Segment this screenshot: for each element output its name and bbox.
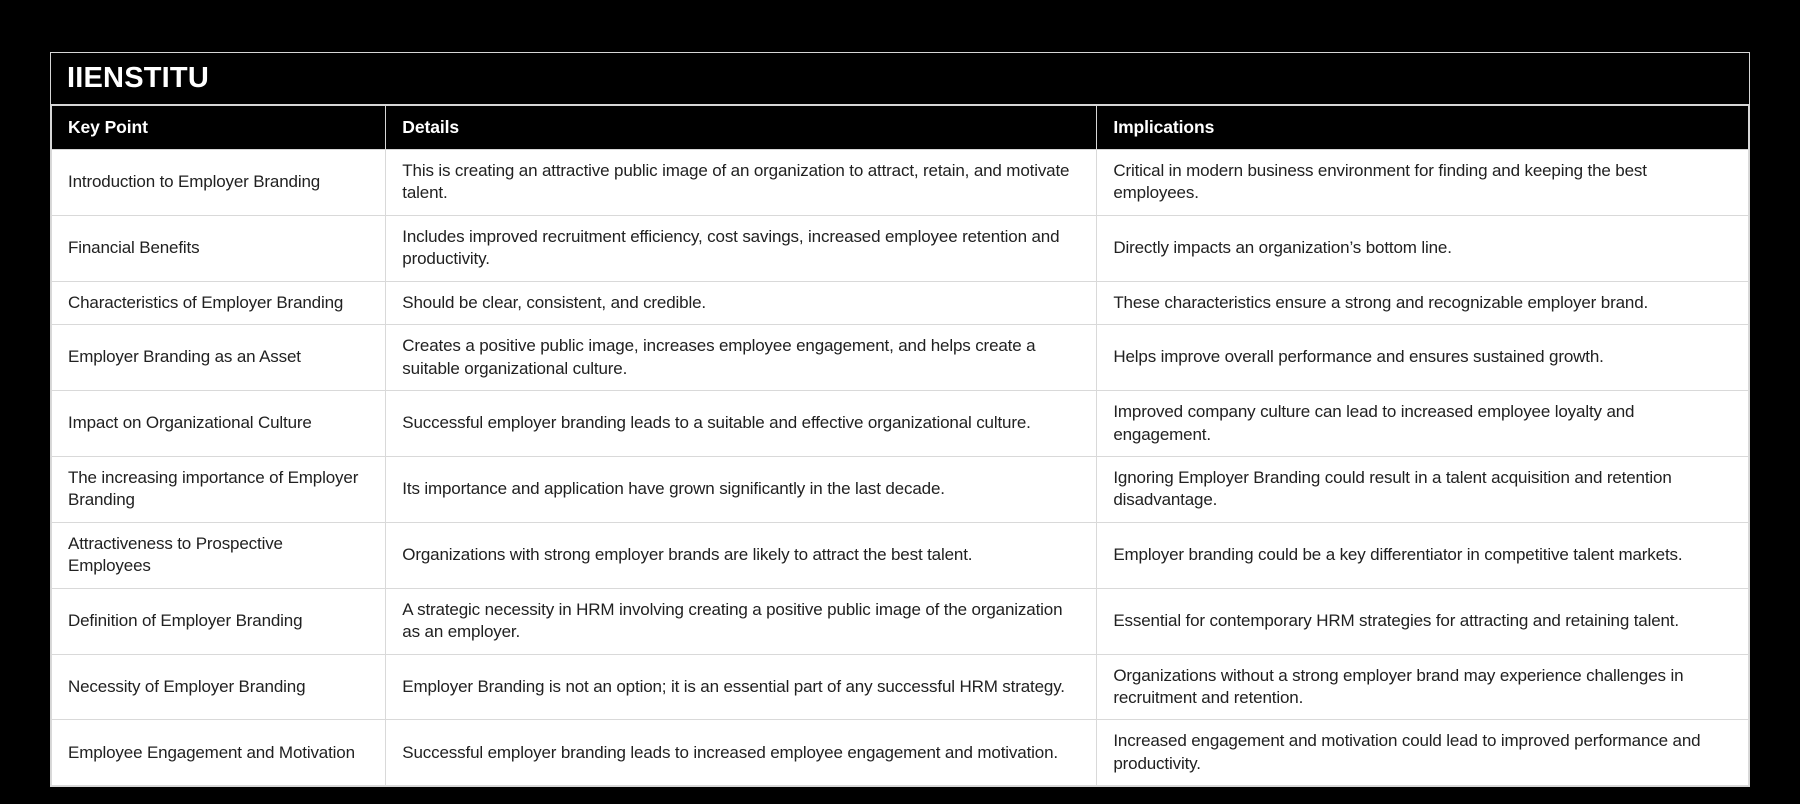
- table-row: [52, 720, 1749, 786]
- cell-implications: Critical in modern business environment for finding and keeping the best employees.: [1097, 150, 1749, 216]
- cell-implications: Improved company culture can lead to increased employee loyalty and engagement.: [1097, 391, 1749, 457]
- cell-details: This is creating an attractive public image of an organization to attract, retain, and motivate talent.: [386, 150, 1097, 216]
- cell-implications: Organizations without a strong employer brand may experience challenges in recruitment and retention.: [1097, 654, 1749, 720]
- cell-details: Organizations with strong employer brands are likely to attract the best talent.: [386, 522, 1097, 588]
- table-card: [50, 52, 1750, 787]
- column-header-details: Details: [386, 106, 1097, 150]
- cell-key-point: Employee Engagement and Motivation: [52, 720, 386, 786]
- table-row: [52, 391, 1749, 457]
- cell-implications: Increased engagement and motivation could lead to improved performance and productivity.: [1097, 720, 1749, 786]
- cell-key-point: The increasing importance of Employer Branding: [52, 456, 386, 522]
- cell-details: Successful employer branding leads to increased employee engagement and motivation.: [386, 720, 1097, 786]
- cell-key-point: Attractiveness to Prospective Employees: [52, 522, 386, 588]
- cell-implications: These characteristics ensure a strong and recognizable employer brand.: [1097, 281, 1749, 324]
- header-row: [52, 106, 1749, 150]
- title-bar: [51, 53, 1749, 105]
- table-row: [52, 281, 1749, 324]
- cell-details: Should be clear, consistent, and credible.: [386, 281, 1097, 324]
- cell-details: Successful employer branding leads to a suitable and effective organizational culture.: [386, 391, 1097, 457]
- cell-key-point: Financial Benefits: [52, 215, 386, 281]
- table-row: [52, 456, 1749, 522]
- table-row: [52, 654, 1749, 720]
- page-title: IIENSTITU: [67, 62, 209, 94]
- cell-details: Creates a positive public image, increases employee engagement, and helps create a suitable organizational culture.: [386, 325, 1097, 391]
- cell-implications: Helps improve overall performance and ensures sustained growth.: [1097, 325, 1749, 391]
- cell-key-point: Impact on Organizational Culture: [52, 391, 386, 457]
- table-row: [52, 522, 1749, 588]
- table-row: [52, 588, 1749, 654]
- cell-details: Includes improved recruitment efficiency, cost savings, increased employee retention and productivity.: [386, 215, 1097, 281]
- table-row: [52, 215, 1749, 281]
- cell-key-point: Employer Branding as an Asset: [52, 325, 386, 391]
- cell-implications: Employer branding could be a key differentiator in competitive talent markets.: [1097, 522, 1749, 588]
- cell-implications: Ignoring Employer Branding could result in a talent acquisition and retention disadvantage.: [1097, 456, 1749, 522]
- column-header-implications: Implications: [1097, 106, 1749, 150]
- table-body: [52, 150, 1749, 786]
- cell-implications: Essential for contemporary HRM strategies for attracting and retaining talent.: [1097, 588, 1749, 654]
- table-row: [52, 150, 1749, 216]
- key-points-table: [51, 105, 1749, 786]
- cell-details: Its importance and application have grown significantly in the last decade.: [386, 456, 1097, 522]
- cell-details: A strategic necessity in HRM involving creating a positive public image of the organization as an employer.: [386, 588, 1097, 654]
- cell-key-point: Introduction to Employer Branding: [52, 150, 386, 216]
- cell-key-point: Characteristics of Employer Branding: [52, 281, 386, 324]
- cell-key-point: Definition of Employer Branding: [52, 588, 386, 654]
- column-header-key-point: Key Point: [52, 106, 386, 150]
- cell-details: Employer Branding is not an option; it is an essential part of any successful HRM strategy.: [386, 654, 1097, 720]
- table-row: [52, 325, 1749, 391]
- cell-key-point: Necessity of Employer Branding: [52, 654, 386, 720]
- cell-implications: Directly impacts an organization’s bottom line.: [1097, 215, 1749, 281]
- table-header: [52, 106, 1749, 150]
